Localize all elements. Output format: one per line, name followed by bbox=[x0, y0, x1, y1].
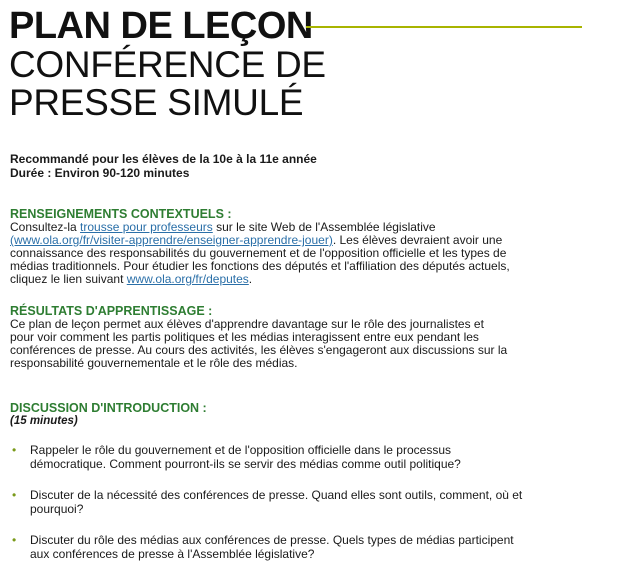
context-text-part: Consultez-la bbox=[10, 220, 81, 234]
teacher-kit-link[interactable]: trousse pour professeurs bbox=[80, 220, 213, 234]
title-line-2: CONFÉRENCE DE bbox=[9, 44, 326, 85]
lesson-duration: Durée : Environ 90-120 minutes bbox=[10, 166, 190, 180]
intro-bullet-list bbox=[10, 443, 530, 578]
context-section bbox=[10, 207, 510, 286]
teach-learn-play-link[interactable]: (www.ola.org/fr/visiter-apprendre/enseigner-apprendre-jouer) bbox=[10, 233, 333, 247]
intro-heading: DISCUSSION D'INTRODUCTION : bbox=[10, 401, 207, 415]
intro-section bbox=[10, 401, 510, 428]
bullet-icon: • bbox=[12, 533, 17, 547]
title-line-3: PRESSE SIMULÉ bbox=[9, 82, 304, 123]
outcomes-text: Ce plan de leçon permet aux élèves d'apprendre davantage sur le rôle des journalistes et pour voir comment les partis politiques et les médias interagissent entre eux pendant les conférences de presse. Au cours des activités, les élèves s'engageront aux discussions sur la responsabilité gouvernementale et le rôle des médias. bbox=[10, 317, 508, 370]
lesson-meta bbox=[10, 152, 317, 180]
context-text bbox=[10, 221, 510, 286]
list-item bbox=[10, 533, 530, 561]
list-item bbox=[10, 488, 530, 516]
list-item-text: Rappeler le rôle du gouvernement et de l'opposition officielle dans le processus démocratique. Comment pourront-ils se servir des médias comme outil politique? bbox=[30, 443, 461, 471]
title-accent-rule bbox=[306, 26, 582, 28]
list-item-text: Discuter de la nécessité des conférences de presse. Quand elles sont outils, comment, où et pourquoi? bbox=[30, 488, 523, 516]
members-link[interactable]: www.ola.org/fr/deputes bbox=[126, 272, 249, 286]
page-title bbox=[9, 6, 326, 122]
context-text-part: sur le site Web de l'Assemblée législative bbox=[212, 220, 436, 234]
context-text-part: . Les élèves devraient avoir une connaissance des responsabilités du gouvernement et de l'opposition officielle et les types de médias traditionnels. Pour étudier les fonctions des députés et l'affiliation des députés actuels, cliquez le lien suivant bbox=[10, 233, 510, 286]
recommended-grades: Recommandé pour les élèves de la 10e à la 11e année bbox=[10, 152, 317, 166]
bullet-icon: • bbox=[12, 443, 17, 457]
outcomes-section bbox=[10, 304, 510, 370]
intro-duration: (15 minutes) bbox=[10, 415, 78, 427]
context-heading: RENSEIGNEMENTS CONTEXTUELS : bbox=[10, 207, 232, 221]
context-text-part: . bbox=[248, 272, 253, 286]
outcomes-heading: RÉSULTATS D'APPRENTISSAGE : bbox=[10, 304, 213, 318]
list-item-text: Discuter du rôle des médias aux conférences de presse. Quels types de médias participent aux conférences de presse à l'Assemblée législative? bbox=[30, 533, 514, 561]
bullet-icon: • bbox=[12, 488, 17, 502]
title-line-1: PLAN DE LEÇON bbox=[9, 5, 313, 47]
list-item bbox=[10, 443, 530, 471]
